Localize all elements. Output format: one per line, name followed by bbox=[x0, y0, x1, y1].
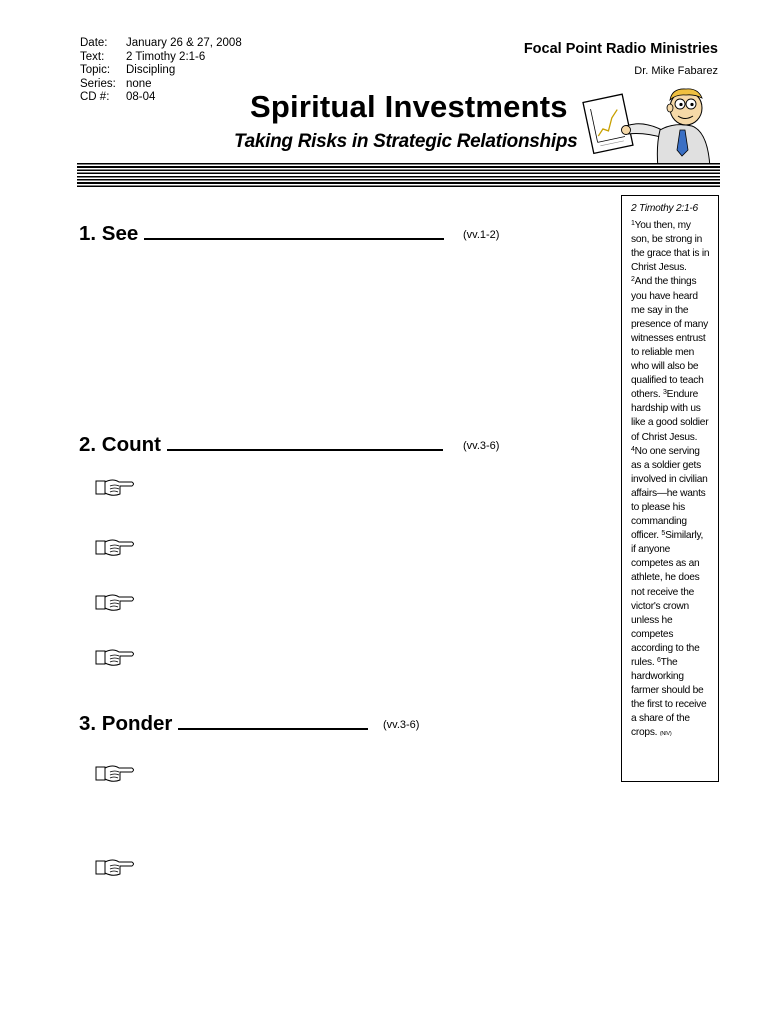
scripture-box bbox=[621, 195, 719, 782]
bible-version: (NIV) bbox=[659, 731, 672, 738]
verse: $^3$Endure hardship with us like a good soldier of Christ Jesus. bbox=[631, 389, 709, 443]
header-divider bbox=[77, 163, 720, 188]
verse: $^4$No one serving as a soldier gets involved in civilian affairs—he wants to please his commanding officer. bbox=[631, 445, 708, 542]
text-label: Text: bbox=[80, 50, 105, 63]
pointing-hand-icon bbox=[95, 590, 135, 614]
topic-label: Topic: bbox=[80, 64, 111, 76]
cd-label: CD #: bbox=[80, 91, 110, 103]
pointing-hand-icon bbox=[95, 535, 135, 559]
point-1-label: 1. See bbox=[79, 222, 139, 245]
page-subtitle: Taking Risks in Strategic Relationships bbox=[234, 131, 578, 152]
verse: $^2$And the things you have heard me say in the presence of many witnesses entrust to reliable men who will also be qualified to teach others. bbox=[631, 276, 708, 401]
sermon-meta bbox=[80, 37, 242, 105]
series-label: Series: bbox=[80, 77, 116, 90]
topic-value: Discipling bbox=[126, 64, 176, 76]
ministry-name: Focal Point Radio Ministries bbox=[523, 41, 718, 57]
pointing-hand-icon bbox=[95, 645, 135, 669]
verse: $^1$You then, my son, be strong in the grace that is in Christ Jesus. bbox=[631, 220, 710, 274]
pointing-hand-icon bbox=[95, 761, 135, 785]
point-3-label: 3. Ponder bbox=[79, 712, 173, 735]
verse: $^5$Similarly, if anyone competes as an athlete, he does not receive the victor's crown unless he competes according to the rules. bbox=[631, 530, 704, 668]
point-2-ref: (vv.3-6) bbox=[463, 440, 500, 452]
point-3-blank[interactable] bbox=[178, 710, 368, 730]
pointing-hand-icon bbox=[95, 475, 135, 499]
point-2 bbox=[79, 431, 443, 457]
date-value: January 26 & 27, 2008 bbox=[126, 37, 242, 49]
point-1 bbox=[79, 220, 444, 246]
speaker-name: Dr. Mike Fabarez bbox=[634, 65, 718, 77]
point-1-blank[interactable] bbox=[144, 220, 444, 240]
presenter-cartoon-icon bbox=[582, 86, 722, 168]
point-2-blank[interactable] bbox=[167, 431, 443, 451]
page-title: Spiritual Investments bbox=[250, 89, 568, 124]
point-2-label: 2. Count bbox=[79, 433, 161, 456]
date-label: Date: bbox=[80, 37, 108, 49]
cd-value: 08-04 bbox=[126, 91, 156, 103]
text-value: 2 Timothy 2:1-6 bbox=[126, 50, 206, 63]
scripture-reference: 2 Timothy 2:1-6 bbox=[631, 203, 698, 214]
pointing-hand-icon bbox=[95, 855, 135, 879]
point-3 bbox=[79, 710, 368, 736]
verse: $^6$The hardworking farmer should be the first to receive a share of the crops. bbox=[631, 657, 707, 739]
point-3-ref: (vv.3-6) bbox=[383, 719, 420, 731]
point-1-ref: (vv.1-2) bbox=[463, 229, 500, 241]
series-value: none bbox=[126, 77, 152, 90]
